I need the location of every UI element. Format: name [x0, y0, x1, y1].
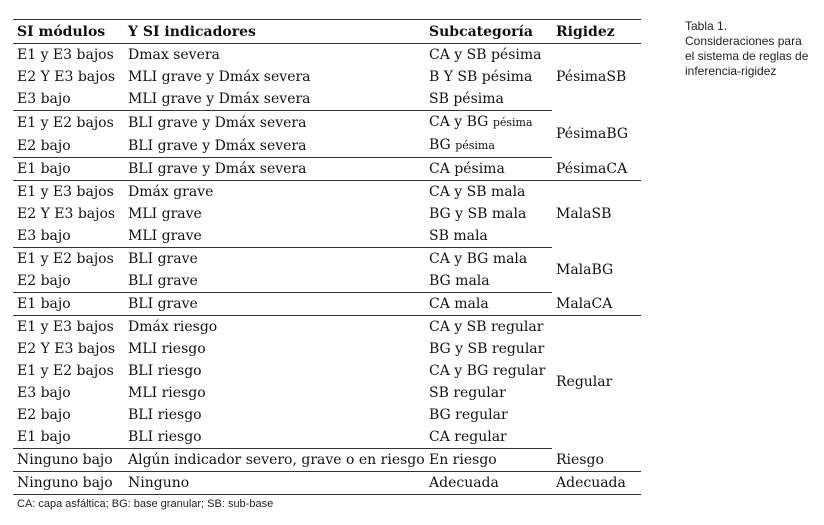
- table-row: [13, 158, 641, 181]
- cell-modulos: E3 bajo: [17, 385, 71, 401]
- cell-subcategoria: [425, 134, 552, 158]
- cell-indicadores: MLI grave: [128, 206, 202, 222]
- cell-subcategoria: CA regular: [425, 426, 552, 449]
- cell-modulos: E1 y E2 bajos: [17, 363, 114, 379]
- cell-rigidez: Regular: [556, 374, 613, 391]
- caption-line: Tabla 1.: [685, 19, 728, 33]
- cell-subcategoria: CA y BG regular: [429, 363, 546, 379]
- cell-subcategoria: [425, 111, 552, 135]
- table-header: [13, 20, 641, 44]
- table-row: [13, 338, 641, 360]
- cell-subcategoria: SB mala: [425, 225, 552, 248]
- table-row: [13, 88, 641, 111]
- cell-subcategoria: SB regular: [429, 385, 506, 401]
- cell-subcategoria: SB pésima: [425, 88, 552, 111]
- cell-subcategoria: En riesgo: [425, 449, 552, 472]
- cell-subcategoria: CA pésima: [425, 158, 552, 181]
- cell-modulos: E1 bajo: [13, 158, 124, 181]
- cell-indicadores: Dmáx riesgo: [128, 319, 218, 335]
- table-row: [13, 248, 641, 271]
- cell-rigidez: PésimaBG: [556, 126, 629, 142]
- cell-rigidez: Adecuada: [552, 472, 641, 495]
- table-footnote: CA: capa asfáltica; BG: base granular; SB: sub-base: [17, 498, 274, 510]
- cell-indicadores: BLI grave: [128, 251, 198, 267]
- cell-indicadores: BLI grave y Dmáx severa: [124, 158, 425, 181]
- cell-modulos: E1 y E2 bajos: [17, 251, 114, 267]
- cell-modulos: E1 bajo: [13, 426, 124, 449]
- cell-rigidez: PésimaCA: [552, 158, 641, 181]
- subcategoria-small-text: pésima: [455, 139, 495, 152]
- table-row: [13, 404, 641, 426]
- cell-rigidez: MalaBG: [556, 262, 614, 278]
- table-row: [13, 316, 641, 339]
- caption-line: Consideraciones para: [685, 34, 802, 48]
- table-row: [13, 360, 641, 382]
- cell-modulos: Ninguno bajo: [13, 472, 124, 495]
- table-row: [13, 44, 641, 67]
- cell-modulos: E2 Y E3 bajos: [17, 206, 116, 222]
- table-row: [13, 293, 641, 316]
- cell-indicadores: BLI grave: [124, 270, 425, 293]
- table-row: [13, 111, 641, 135]
- table-row: [13, 225, 641, 248]
- cell-modulos: E3 bajo: [13, 88, 124, 111]
- table-row: [13, 426, 641, 449]
- cell-subcategoria: BG regular: [429, 407, 508, 423]
- cell-indicadores: Ninguno: [124, 472, 425, 495]
- cell-modulos: Ninguno bajo: [13, 449, 124, 472]
- cell-subcategoria: CA y BG mala: [429, 251, 528, 267]
- caption-line: el sistema de reglas de: [685, 49, 809, 63]
- cell-rigidez: Riesgo: [552, 449, 641, 472]
- header-row: [13, 20, 641, 44]
- table-caption: [685, 19, 821, 79]
- cell-modulos: E2 Y E3 bajos: [17, 69, 116, 85]
- subcategoria-text: CA y BG: [429, 114, 489, 130]
- cell-indicadores: BLI grave y Dmáx severa: [128, 114, 307, 131]
- cell-subcategoria: CA y SB regular: [429, 319, 544, 335]
- cell-indicadores: MLI riesgo: [128, 341, 206, 357]
- cell-indicadores: MLI riesgo: [128, 385, 206, 401]
- cell-indicadores: Algún indicador severo, grave o en riesgo: [124, 449, 425, 472]
- cell-indicadores: Dmáx grave: [128, 184, 214, 200]
- cell-subcategoria: CA mala: [425, 293, 552, 316]
- cell-modulos: E1 y E3 bajos: [17, 47, 114, 63]
- header-y-si-indicadores: Y SI indicadores: [124, 20, 425, 44]
- cell-modulos: E2 bajo: [13, 270, 124, 293]
- table-row: [13, 382, 641, 404]
- cell-rigidez: MalaSB: [556, 206, 612, 223]
- header-si-modulos: SI módulos: [13, 20, 124, 44]
- table-row: [13, 472, 641, 495]
- cell-indicadores: BLI riesgo: [128, 407, 202, 423]
- cell-subcategoria: BG y SB regular: [429, 341, 545, 357]
- cell-indicadores: MLI grave y Dmáx severa: [128, 69, 311, 85]
- subcategoria-text: BG: [429, 137, 451, 153]
- cell-modulos: E1 y E3 bajos: [17, 319, 114, 335]
- cell-subcategoria: B Y SB pésima: [429, 69, 533, 85]
- cell-subcategoria: BG y SB mala: [429, 206, 527, 222]
- table-body: [13, 44, 641, 495]
- cell-indicadores: BLI riesgo: [128, 363, 202, 379]
- header-subcategoria: Subcategoría: [425, 20, 552, 44]
- cell-subcategoria: CA y SB pésima: [429, 47, 542, 63]
- cell-subcategoria: Adecuada: [425, 472, 552, 495]
- cell-rigidez: PésimaSB: [556, 69, 627, 86]
- table-row: [13, 181, 641, 204]
- table-row: [13, 66, 641, 88]
- cell-modulos: E1 y E2 bajos: [17, 114, 114, 131]
- table-row: [13, 270, 641, 293]
- cell-indicadores: MLI grave y Dmáx severa: [124, 88, 425, 111]
- subcategoria-small-text: pésima: [492, 116, 533, 129]
- cell-indicadores: BLI riesgo: [124, 426, 425, 449]
- cell-subcategoria: CA y SB mala: [429, 184, 526, 200]
- cell-modulos: E2 Y E3 bajos: [17, 341, 116, 357]
- table-row: [13, 134, 641, 158]
- cell-modulos: E2 bajo: [13, 134, 124, 158]
- caption-line: inferencia-rigidez: [685, 64, 777, 78]
- cell-indicadores: BLI grave: [124, 293, 425, 316]
- table-row: [13, 203, 641, 225]
- header-rigidez: Rigidez: [552, 20, 641, 44]
- cell-modulos: E1 y E3 bajos: [17, 184, 114, 200]
- cell-indicadores: MLI grave: [124, 225, 425, 248]
- cell-indicadores: Dmax severa: [128, 47, 220, 63]
- cell-modulos: E3 bajo: [13, 225, 124, 248]
- cell-modulos: E1 bajo: [13, 293, 124, 316]
- inference-rules-table: [13, 19, 641, 495]
- table-row: [13, 449, 641, 472]
- cell-subcategoria: BG mala: [425, 270, 552, 293]
- cell-indicadores: BLI grave y Dmáx severa: [124, 134, 425, 158]
- inference-rules-table-wrap: [13, 19, 641, 495]
- cell-rigidez: MalaCA: [552, 293, 641, 316]
- cell-modulos: E2 bajo: [17, 407, 71, 423]
